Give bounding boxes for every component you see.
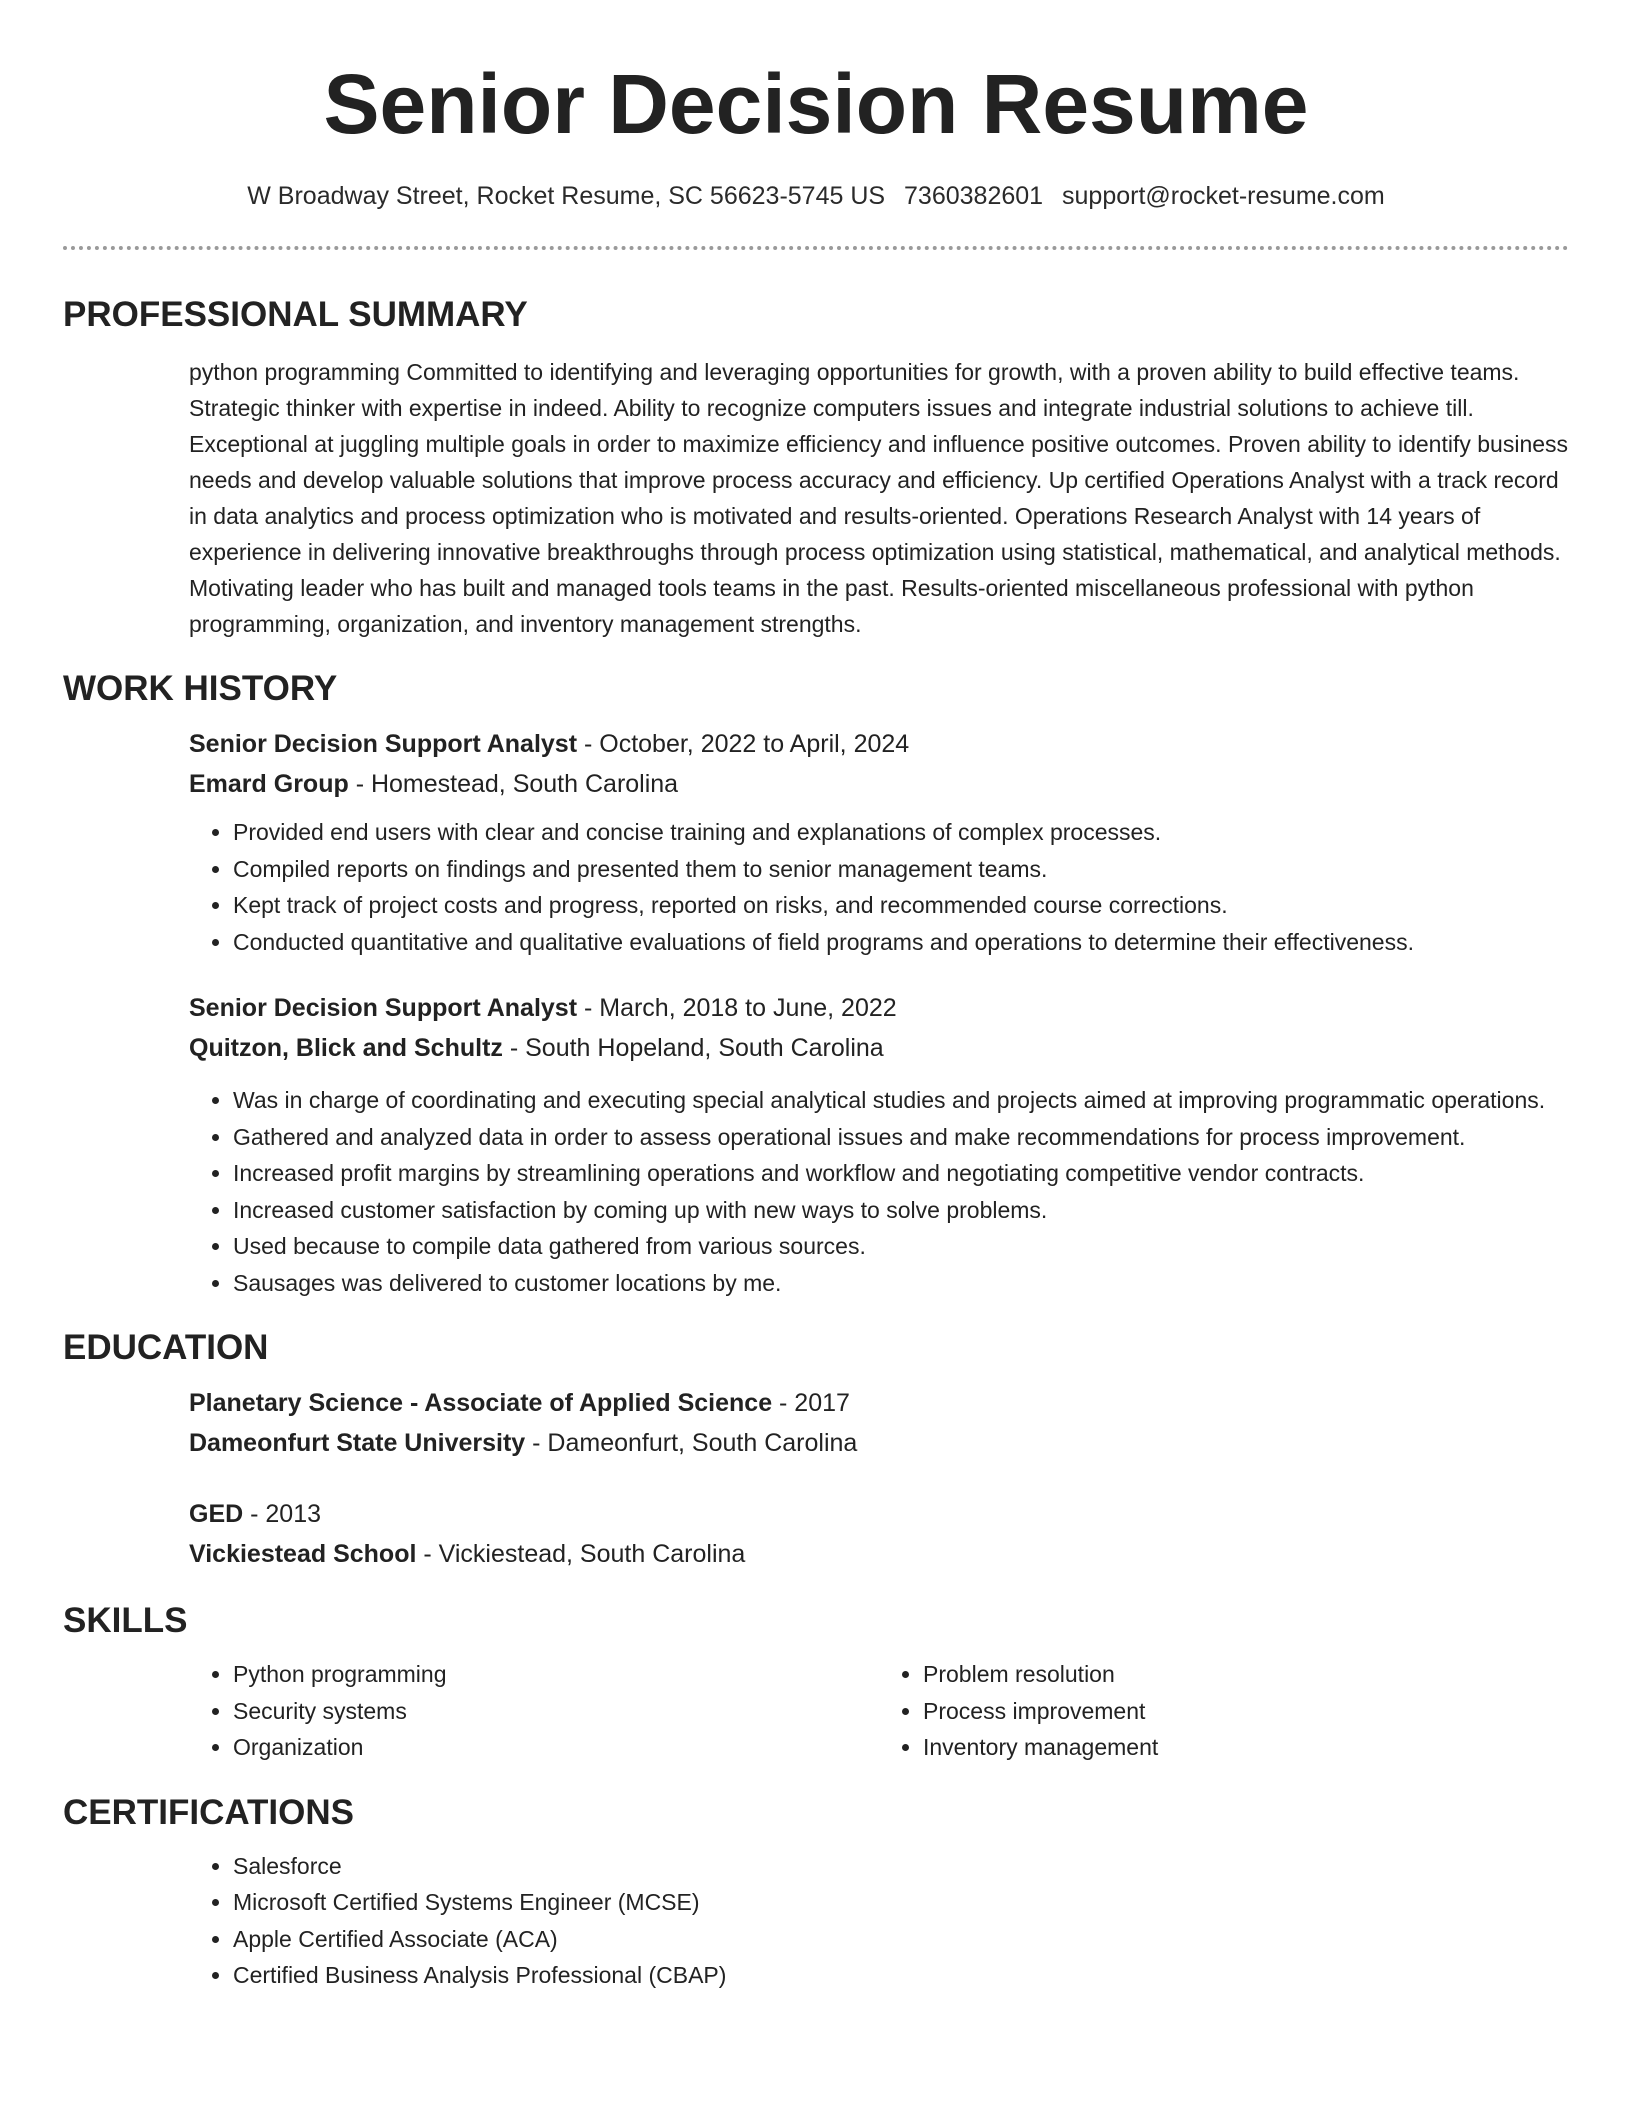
degree-year: - 2017 (772, 1389, 850, 1417)
job-entry (189, 724, 1569, 960)
skill-item: • Inventory management (923, 1729, 1569, 1766)
job-bullet: • Increased customer satisfaction by coming up with new ways to solve problems. (233, 1192, 1569, 1229)
education-entry (189, 1383, 1569, 1463)
job-bullet: • Increased profit margins by streamlining operations and workflow and negotiating competitive vendor contracts. (233, 1155, 1569, 1192)
degree-line (189, 1383, 1569, 1423)
certification-item: • Certified Business Analysis Professional (CBAP) (233, 1957, 1569, 1994)
certification-item: • Apple Certified Associate (ACA) (233, 1921, 1569, 1958)
degree-line (189, 1494, 1569, 1534)
certification-item: • Salesforce (233, 1848, 1569, 1885)
contact-phone: 7360382601 (904, 182, 1044, 210)
job-dates: - March, 2018 to June, 2022 (577, 994, 897, 1022)
job-bullet: • Provided end users with clear and concise training and explanations of complex processes. (233, 814, 1569, 851)
certifications-section (63, 1792, 1569, 1994)
job-bullet: • Used because to compile data gathered from various sources. (233, 1228, 1569, 1265)
summary-section (63, 294, 1569, 642)
job-bullet: • Was in charge of coordinating and executing special analytical studies and projects aimed at improving programmatic operations. (233, 1082, 1569, 1119)
degree-year: - 2013 (243, 1500, 322, 1528)
header-divider (63, 246, 1569, 250)
skills-heading: SKILLS (63, 1601, 188, 1640)
summary-heading: PROFESSIONAL SUMMARY (63, 295, 528, 334)
job-bullet: • Compiled reports on findings and presented them to senior management teams. (233, 851, 1569, 888)
job-title: Senior Decision Support Analyst (189, 730, 578, 758)
skills-right-list (879, 1656, 1569, 1766)
skill-item: • Process improvement (923, 1693, 1569, 1730)
job-bullet: • Conducted quantitative and qualitative evaluations of field programs and operations to determine their effectiveness. (233, 924, 1569, 961)
school-location: - Vickiestead, South Carolina (416, 1540, 746, 1568)
summary-text: python programming Committed to identifying and leveraging opportunities for growth, with a proven ability to build effective teams. Strategic thinker with expertise in indeed. Ability to recognize computers issues and integrate industrial solutions to achieve till. Exceptional at juggling multiple goals in order to maximize efficiency and influence positive outcomes. Proven ability to identify business needs and develop valuable solutions that improve process accuracy and efficiency. Up certified Operations Analyst with a track record in data analytics and process optimization who is motivated and results-oriented. Operations Research Analyst with 14 years of experience in delivering innovative breakthroughs through process optimization using statistical, mathematical, and analytical methods. Motivating leader who has built and managed tools teams in the past. Results-oriented miscellaneous professional with python programming, organization, and inventory management strengths. (189, 359, 1569, 637)
education-entry (189, 1494, 1569, 1574)
work-history-section (63, 668, 1569, 1301)
job-bullet: • Gathered and analyzed data in order to assess operational issues and make recommendations for process improvement. (233, 1119, 1569, 1156)
job-dates: - October, 2022 to April, 2024 (577, 730, 910, 758)
contact-line (0, 182, 1632, 211)
job-company: Emard Group (189, 770, 349, 798)
education-section (63, 1327, 1569, 1574)
contact-address: W Broadway Street, Rocket Resume, SC 56623-5745 US (247, 182, 886, 210)
job-bullet: • Sausages was delivered to customer locations by me. (233, 1265, 1569, 1302)
skill-item: • Organization (233, 1729, 879, 1766)
skills-section (63, 1600, 1569, 1766)
degree: GED (189, 1500, 244, 1528)
school-location: - Dameonfurt, South Carolina (525, 1429, 858, 1457)
skill-item: • Problem resolution (923, 1656, 1569, 1693)
job-title-line (189, 724, 1569, 764)
resume-title: Senior Decision Resume (323, 57, 1309, 151)
job-entry (189, 988, 1569, 1301)
job-company: Quitzon, Blick and Schultz (189, 1034, 503, 1062)
certification-item: • Microsoft Certified Systems Engineer (MCSE) (233, 1884, 1569, 1921)
school-line (189, 1534, 1569, 1574)
work-history-heading: WORK HISTORY (63, 669, 338, 708)
job-company-line (189, 764, 1569, 804)
degree: Planetary Science - Associate of Applied Science (189, 1389, 773, 1417)
certifications-list (189, 1848, 1569, 1994)
job-company-line (189, 1028, 1569, 1068)
contact-email: support@rocket-resume.com (1062, 182, 1385, 210)
skill-item: • Security systems (233, 1693, 879, 1730)
skills-columns (189, 1656, 1569, 1766)
skill-item: • Python programming (233, 1656, 879, 1693)
school: Vickiestead School (189, 1540, 417, 1568)
school: Dameonfurt State University (189, 1429, 526, 1457)
job-bullet: • Kept track of project costs and progress, reported on risks, and recommended course corrections. (233, 887, 1569, 924)
skills-left-list (189, 1656, 879, 1766)
school-line (189, 1423, 1569, 1463)
job-bullets (189, 814, 1569, 960)
job-title-line (189, 988, 1569, 1028)
education-heading: EDUCATION (63, 1328, 269, 1367)
job-location: - Homestead, South Carolina (348, 770, 679, 798)
job-title: Senior Decision Support Analyst (189, 994, 578, 1022)
certifications-heading: CERTIFICATIONS (63, 1792, 355, 1832)
job-bullets (189, 1082, 1569, 1301)
job-location: - South Hopeland, South Carolina (502, 1034, 884, 1062)
